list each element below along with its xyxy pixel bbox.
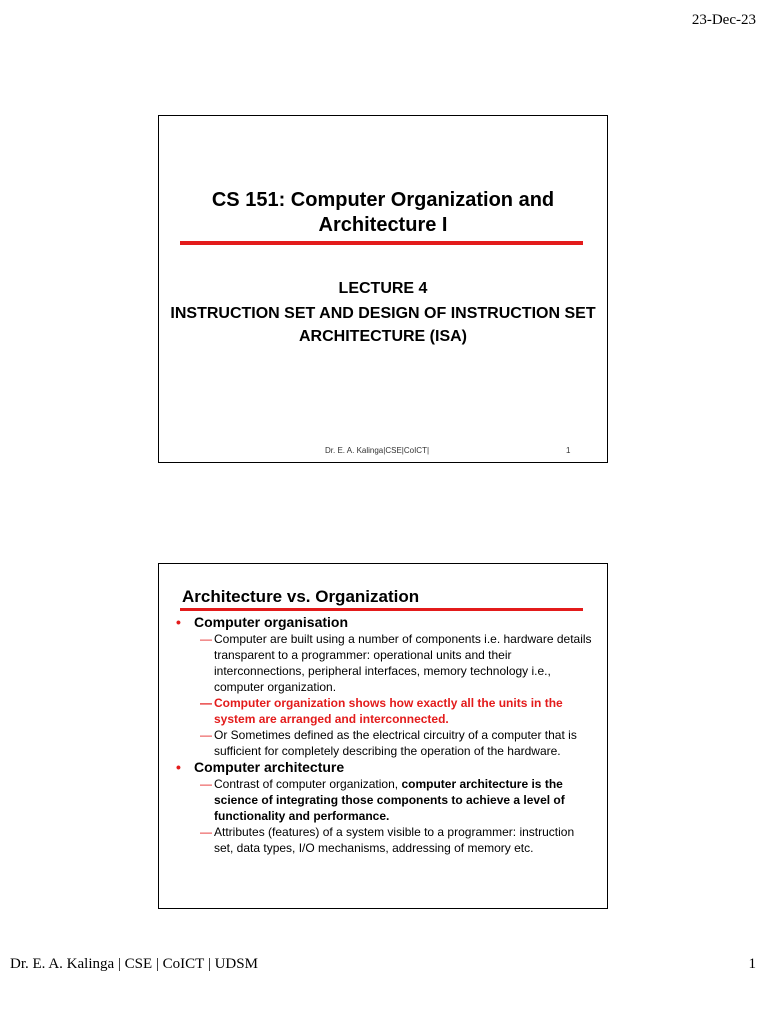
dash-icon: — [200,632,212,646]
slide-1 [158,115,608,463]
slide-1-number: 1 [566,446,571,455]
slide-1-title-rule [180,241,583,245]
bullet-dot-icon: • [176,759,181,775]
header-date: 23-Dec-23 [691,12,756,28]
slide-2-title-rule [180,608,583,611]
dash-icon: — [200,825,212,839]
bullet-computer-architecture [173,759,593,776]
sub-item [173,631,593,695]
bullet-heading: Computer organisation [194,614,349,630]
sub-item-highlight [173,695,593,727]
sub-item [173,824,593,856]
page-footer: Dr. E. A. Kalinga | CSE | CoICT | UDSM [10,956,258,972]
slide-1-footer: Dr. E. A. Kalinga|CSE|CoICT| [325,446,430,455]
slide-1-subtitle: INSTRUCTION SET AND DESIGN OF INSTRUCTION SET ARCHITECTURE (ISA) [170,305,596,345]
slide-1-title: CS 151: Computer Organization and Architecture I [211,189,555,236]
bullet-heading: Computer architecture [194,759,345,775]
bullet-dot-icon: • [176,614,181,630]
sub-item-text: Computer organization shows how exactly all the units in the system are arranged and interconnected. [214,696,563,726]
page-number: 1 [748,956,756,972]
sub-item [173,727,593,759]
dash-icon: — [200,777,212,791]
sub-item-text-bold: computer architecture is the science of integrating those components to achieve a level of functionality and performance. [214,777,565,823]
slide-2-body [173,614,593,856]
dash-icon: — [200,696,212,710]
slide-2 [158,563,608,909]
slide-2-title: Architecture vs. Organization [182,587,420,606]
bullet-computer-organisation [173,614,593,631]
slide-1-lecture-number: LECTURE 4 [338,280,428,297]
sub-item-text: Or Sometimes defined as the electrical circuitry of a computer that is sufficient for completely describing the operation of the hardware. [214,728,577,758]
sub-item-text: Attributes (features) of a system visible to a programmer: instruction set, data types, I/O mechanisms, addressing of memory etc. [214,825,575,855]
sub-item [173,776,593,824]
sub-item-text-plain: Contrast of computer organization, [214,777,402,791]
sub-item-text: Computer are built using a number of components i.e. hardware details transparent to a programmer: operational units and their interconnections, peripheral interfaces, memory technology i.e., computer organization. [214,632,592,694]
dash-icon: — [200,728,212,742]
